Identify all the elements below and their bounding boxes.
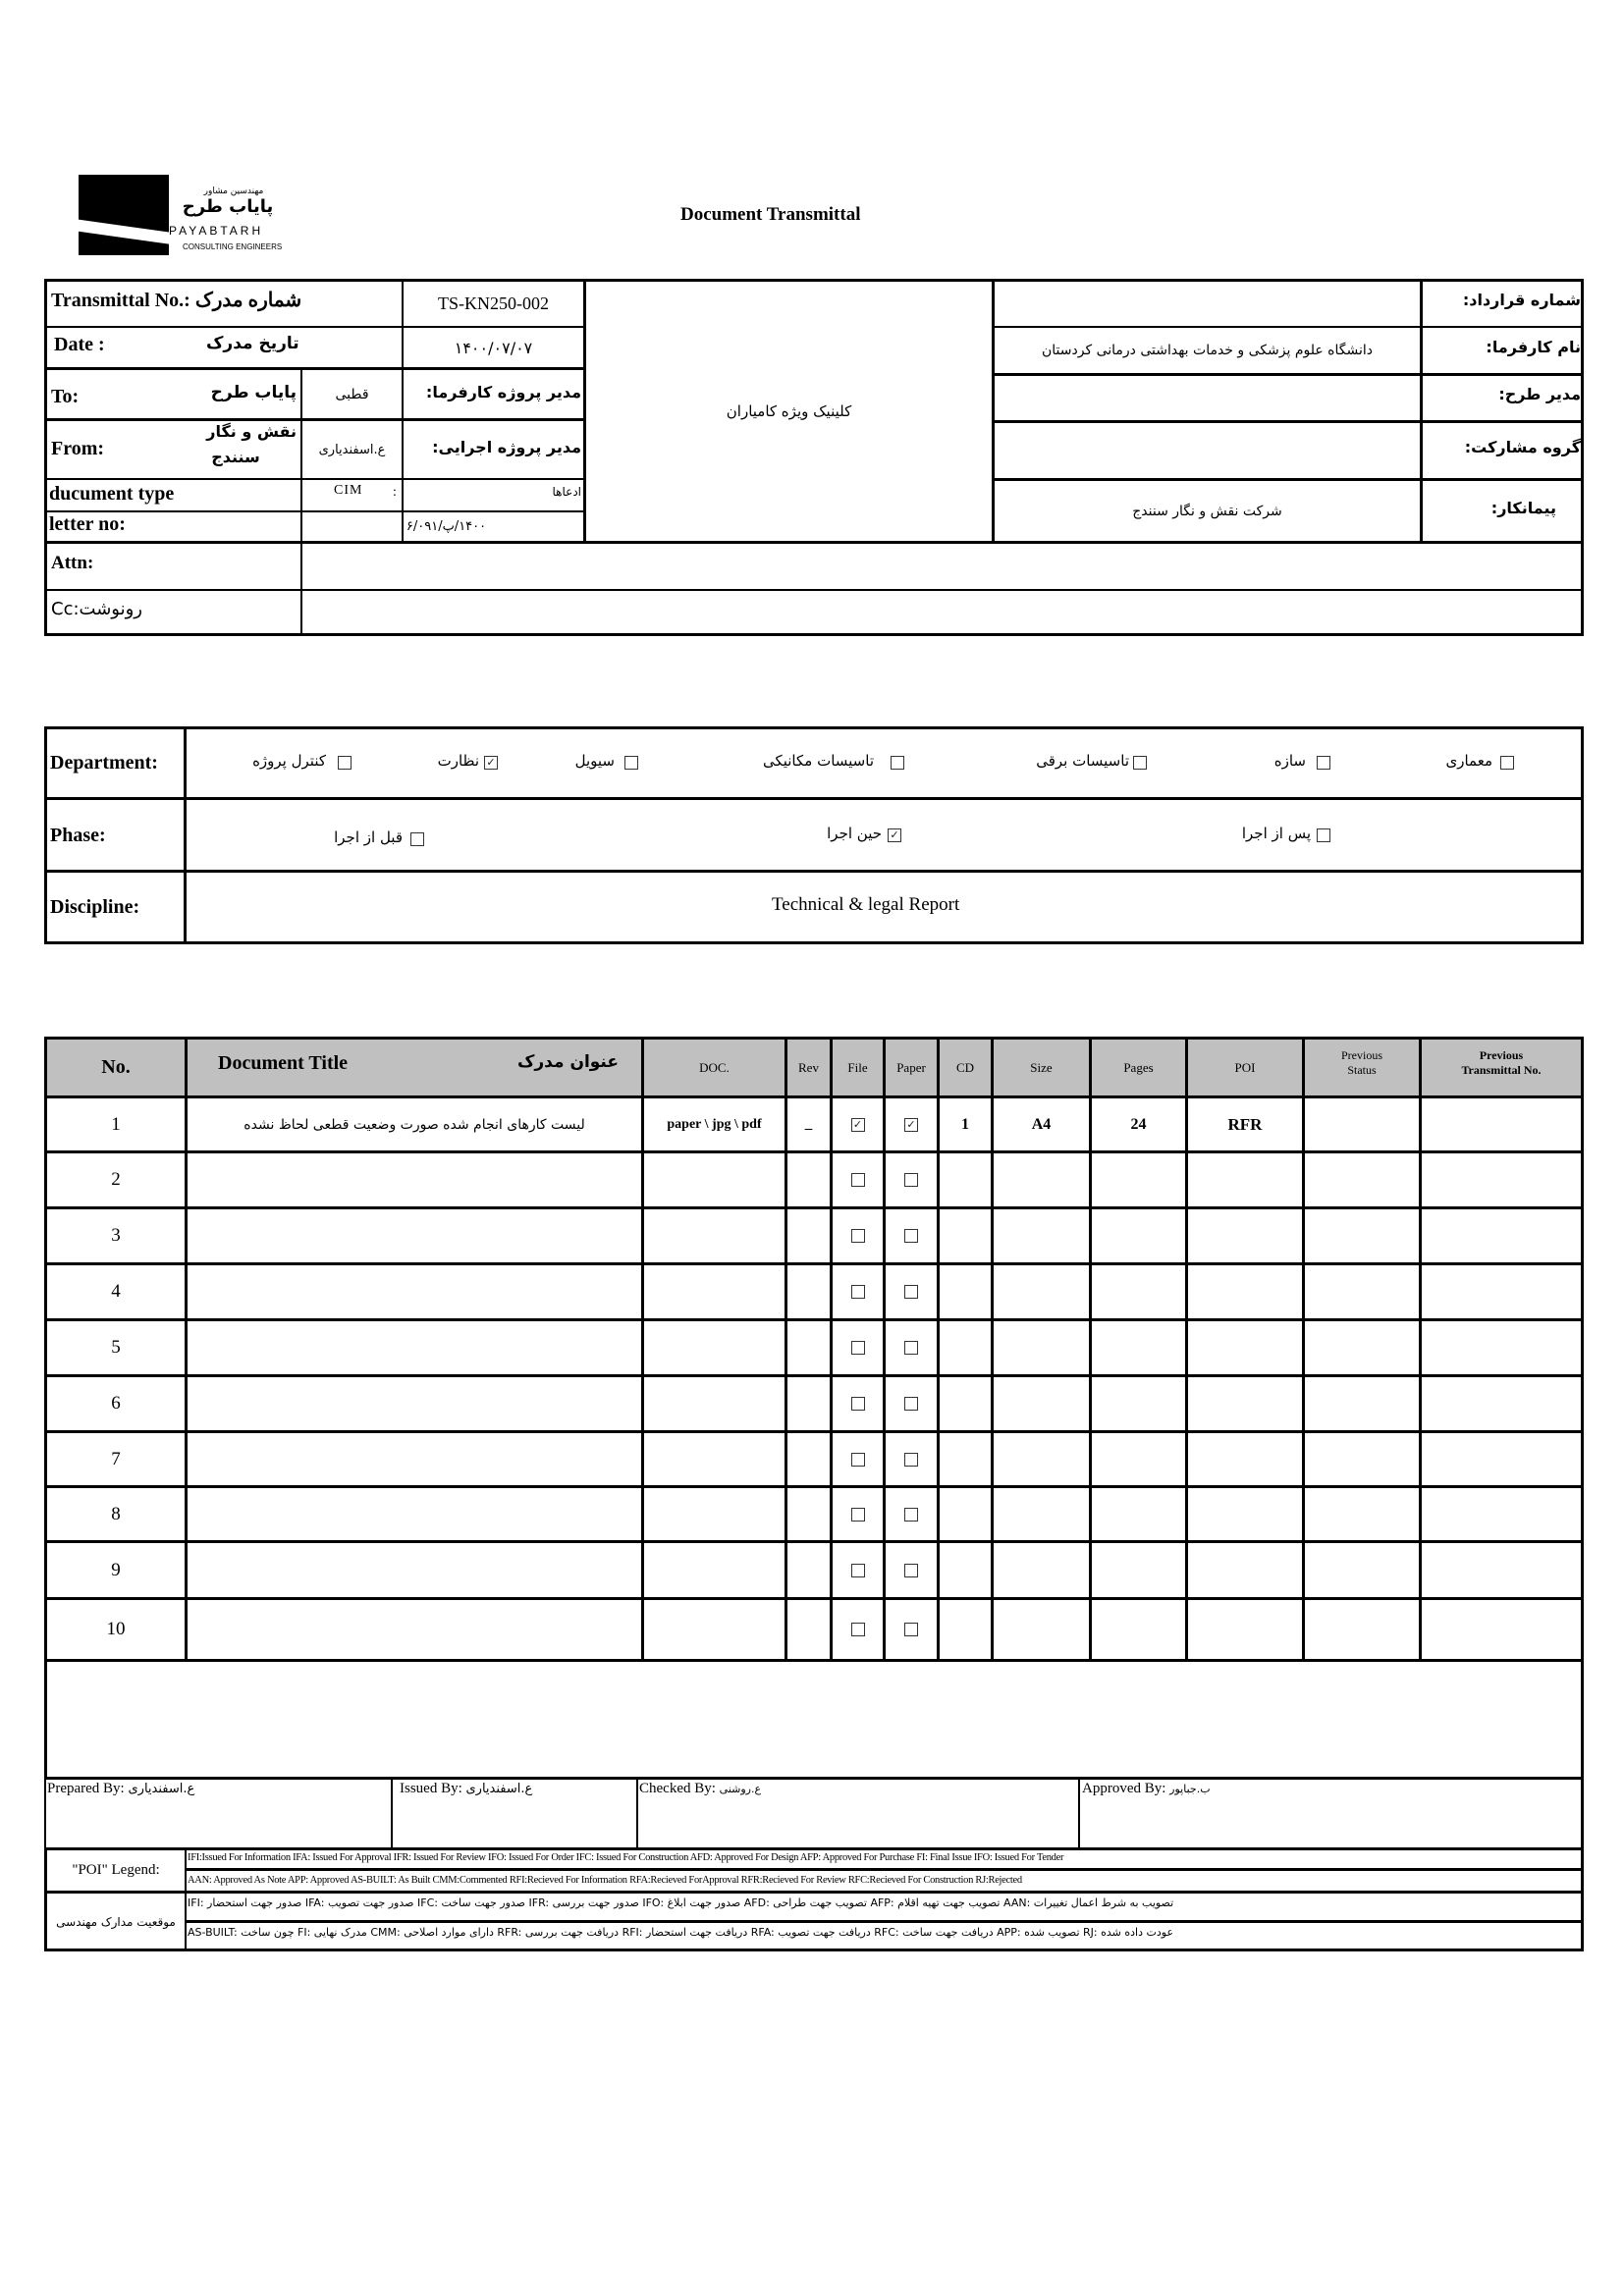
cell-no: 8 [111, 1503, 121, 1524]
cell-prev-trans[interactable] [1422, 1377, 1581, 1430]
cell-paper [886, 1098, 937, 1150]
cell-pages[interactable] [1092, 1209, 1185, 1262]
cell-cd[interactable] [940, 1433, 991, 1485]
doc-type-separator: : [393, 485, 397, 500]
cell-doc[interactable] [644, 1600, 785, 1659]
checkbox-architecture[interactable] [1500, 756, 1514, 770]
cell-title[interactable] [188, 1600, 641, 1659]
logo-persian-subtitle: مهندسین مشاور [203, 187, 264, 196]
cell-poi[interactable]: RFR [1227, 1114, 1263, 1134]
cell-poi[interactable] [1188, 1543, 1302, 1597]
cell-poi[interactable] [1188, 1377, 1302, 1430]
cell-pages[interactable] [1092, 1377, 1185, 1430]
contract-no-value [995, 281, 1420, 326]
cell-title[interactable] [188, 1543, 641, 1597]
discipline-value: Technical & legal Report [772, 894, 960, 915]
cell-cd[interactable] [940, 1153, 991, 1206]
cell-rev[interactable] [787, 1265, 830, 1318]
approved-by-value: ب.جباپور [1169, 1783, 1211, 1795]
col-header-title-en: Document Title [218, 1052, 349, 1074]
cell-size[interactable] [994, 1433, 1089, 1485]
cell-prev-trans[interactable] [1422, 1265, 1581, 1318]
engineering-status-line1: IFI: صدور جهت استحضار IFA: صدور جهت تصویب IFC: صدور جهت ساخت IFR: صدور جهت بررسی IFO: صدور جهت ابلاغ AFD: تصویب جهت طراحی AFP: تصویب جهت تهیه اقلام AAN: تصویب به شرط اعمال تغییرات [188, 1896, 1174, 1909]
to-label: To: [51, 386, 80, 407]
cell-prev-trans[interactable] [1422, 1600, 1581, 1659]
cell-poi[interactable] [1188, 1209, 1302, 1262]
cell-cd[interactable] [940, 1265, 991, 1318]
cell-cd[interactable] [940, 1488, 991, 1540]
paper-checkbox[interactable] [904, 1173, 918, 1187]
approved-by [1082, 1781, 1211, 1797]
paper-checkbox[interactable] [904, 1229, 918, 1243]
col-header-prev-status [1305, 1048, 1419, 1078]
cell-title[interactable]: لیست کارهای انجام شده صورت وضعیت قطعی لحاظ نشده [244, 1116, 585, 1133]
phase-label-during-execution: حین اجرا [827, 825, 882, 842]
cell-paper [886, 1600, 937, 1659]
engineering-status-line2: AS-BUILT: چون ساخت FI: مدرک نهایی CMM: دارای موارد اصلاحی RFR: دریافت جهت بررسی RFI: دریافت جهت استحضار RFA: دریافت جهت تصویب RFC: دریافت جهت ساخت APP: تصویب شده RJ: عودت داده شده [188, 1926, 1174, 1939]
poi-legend-line2: AAN: Approved As Note APP: Approved AS-BUILT: As Built CMM:Commented RFI:Recieved For Information RFA:Recieved ForApproval RFR:Recieved For Review RFC:Recieved For Construction RJ:Rejected [188, 1875, 1022, 1886]
cell-size[interactable] [994, 1209, 1089, 1262]
cell-file [833, 1488, 883, 1540]
client-pm-value: قطبی [335, 386, 369, 402]
logo-persian-name: پایاب طرح [182, 196, 274, 217]
cell-size[interactable] [994, 1488, 1089, 1540]
phase-label-pre-execution: قبل از اجرا [334, 828, 403, 846]
cell-no: 10 [106, 1619, 126, 1639]
checkbox-civil[interactable] [624, 756, 638, 770]
cell-pages[interactable] [1092, 1321, 1185, 1374]
contractor-value: شرکت نقش و نگار سنندج [1132, 503, 1282, 519]
cell-doc[interactable] [644, 1153, 785, 1206]
cell-prev-trans[interactable] [1422, 1543, 1581, 1597]
cell-size[interactable] [994, 1153, 1089, 1206]
cell-size[interactable]: A4 [1031, 1115, 1052, 1133]
col-header-doc: DOC. [699, 1059, 730, 1075]
checkbox-during-execution[interactable]: ✓ [888, 828, 901, 842]
cell-no: 7 [111, 1448, 121, 1469]
cell-poi[interactable] [1188, 1433, 1302, 1485]
checkbox-supervision[interactable]: ✓ [484, 756, 498, 770]
cell-doc[interactable] [644, 1543, 785, 1597]
checkbox-project-control[interactable] [338, 756, 352, 770]
department-label: Department: [50, 752, 158, 774]
cell-file [833, 1209, 883, 1262]
cell-pages[interactable] [1092, 1433, 1185, 1485]
cell-size[interactable] [994, 1321, 1089, 1374]
cell-poi[interactable] [1188, 1321, 1302, 1374]
cell-rev[interactable] [787, 1153, 830, 1206]
col-header-no: No. [101, 1056, 131, 1078]
cell-prev-trans[interactable] [1422, 1153, 1581, 1206]
cell-title[interactable] [188, 1433, 641, 1485]
department-label-structure: سازه [1273, 752, 1306, 770]
paper-checkbox[interactable] [904, 1285, 918, 1299]
paper-checkbox[interactable]: ✓ [904, 1118, 918, 1132]
department-label-supervision: نظارت [437, 752, 479, 770]
cell-prev-status[interactable] [1305, 1600, 1419, 1659]
cell-cd[interactable] [940, 1321, 991, 1374]
transmittal-no-value: TS-KN250-002 [438, 293, 549, 313]
paper-checkbox[interactable] [904, 1341, 918, 1355]
cell-prev-status[interactable] [1305, 1377, 1419, 1430]
employer-value: دانشگاه علوم پزشکی و خدمات بهداشتی درمانی کردستان [1042, 343, 1374, 358]
col-header-file: File [847, 1059, 868, 1075]
discipline-label: Discipline: [50, 896, 140, 918]
partnership-value [995, 423, 1420, 478]
plan-manager-label: مدیر طرح: [1498, 385, 1581, 403]
cell-paper [886, 1265, 937, 1318]
file-checkbox[interactable] [851, 1229, 865, 1243]
attn-field[interactable] [302, 544, 1581, 589]
cell-title[interactable] [188, 1265, 641, 1318]
col-header-title-fa: عنوان مدرک [516, 1052, 619, 1072]
cell-prev-status[interactable] [1305, 1488, 1419, 1540]
cell-pages[interactable] [1092, 1600, 1185, 1659]
logo-mark-icon [79, 175, 169, 255]
paper-checkbox[interactable] [904, 1508, 918, 1522]
cell-pages[interactable] [1092, 1153, 1185, 1206]
prepared-by-label: Prepared By: [47, 1781, 125, 1796]
cell-pages[interactable] [1092, 1543, 1185, 1597]
checked-by-value: ع.روشنی [719, 1783, 762, 1795]
cell-file [833, 1543, 883, 1597]
cell-prev-status[interactable] [1305, 1153, 1419, 1206]
cell-size[interactable] [994, 1265, 1089, 1318]
cell-no: 1 [111, 1113, 121, 1135]
cell-no: 4 [111, 1281, 121, 1302]
col-header-prev-trans-line1: Previous [1479, 1048, 1524, 1062]
cell-title[interactable] [188, 1153, 641, 1206]
cell-title[interactable] [188, 1321, 641, 1374]
col-header-paper: Paper [896, 1059, 926, 1075]
file-checkbox[interactable] [851, 1623, 865, 1636]
department-label-project-control: کنترل پروژه [252, 752, 326, 770]
cell-rev[interactable] [787, 1377, 830, 1430]
checkbox-mechanical[interactable] [891, 756, 904, 770]
cell-doc[interactable]: paper \ jpg \ pdf [667, 1116, 762, 1132]
cell-title[interactable] [188, 1209, 641, 1262]
cell-size[interactable] [994, 1543, 1089, 1597]
department-label-architecture: معماری [1445, 752, 1492, 770]
date-label-fa: تاریخ مدرک [206, 334, 299, 353]
cell-rev[interactable] [787, 1600, 830, 1659]
cell-no: 2 [111, 1169, 121, 1190]
poi-legend-label: "POI" Legend: [72, 1862, 160, 1878]
cell-poi[interactable] [1188, 1153, 1302, 1206]
cell-paper [886, 1209, 937, 1262]
cell-cd[interactable] [940, 1600, 991, 1659]
col-header-poi: POI [1234, 1059, 1256, 1075]
cell-prev-status[interactable] [1305, 1433, 1419, 1485]
page-title: Document Transmittal [680, 204, 861, 225]
cell-pages[interactable] [1092, 1265, 1185, 1318]
client-pm-label: مدیر پروژه کارفرما: [425, 383, 581, 401]
cell-prev-status[interactable] [1305, 1098, 1419, 1150]
cell-prev-status[interactable] [1305, 1543, 1419, 1597]
partnership-label: گروه مشارکت: [1464, 438, 1581, 456]
col-header-prev-status-line1: Previous [1341, 1048, 1382, 1062]
exec-pm-label: مدیر پروژه اجرایی: [432, 438, 581, 456]
cell-paper [886, 1153, 937, 1206]
cell-size[interactable] [994, 1377, 1089, 1430]
file-checkbox[interactable] [851, 1173, 865, 1187]
employer-label: نام کارفرما: [1486, 338, 1581, 356]
file-checkbox[interactable] [851, 1285, 865, 1299]
cell-prev-status[interactable] [1305, 1321, 1419, 1374]
cell-doc[interactable] [644, 1209, 785, 1262]
cell-no: 6 [111, 1393, 121, 1414]
cell-size[interactable] [994, 1600, 1089, 1659]
file-checkbox[interactable] [851, 1564, 865, 1577]
cell-prev-trans[interactable] [1422, 1209, 1581, 1262]
cell-rev[interactable]: _ [804, 1116, 813, 1132]
file-checkbox[interactable] [851, 1508, 865, 1522]
cell-prev-trans[interactable] [1422, 1433, 1581, 1485]
cell-file [833, 1321, 883, 1374]
transmittal-no-label: Transmittal No.: شماره مدرک [51, 290, 302, 311]
checkbox-structure[interactable] [1317, 756, 1330, 770]
cell-title[interactable] [188, 1377, 641, 1430]
cell-paper [886, 1433, 937, 1485]
paper-checkbox[interactable] [904, 1564, 918, 1577]
cell-rev[interactable] [787, 1209, 830, 1262]
cell-doc[interactable] [644, 1433, 785, 1485]
department-label-mechanical: تاسیسات مکانیکی [762, 752, 874, 770]
department-label-civil: سیویل [574, 752, 615, 770]
remarks-area[interactable] [47, 1662, 1581, 1777]
cell-prev-trans[interactable] [1422, 1321, 1581, 1374]
cell-pages[interactable] [1092, 1488, 1185, 1540]
from-label: From: [51, 438, 105, 459]
paper-checkbox[interactable] [904, 1397, 918, 1411]
cc-field[interactable] [302, 591, 1581, 634]
col-header-prev-trans-line2: Transmittal No. [1461, 1063, 1542, 1077]
prepared-by-value: ع.اسفندیاری [128, 1782, 195, 1796]
plan-manager-value [995, 376, 1420, 420]
cell-prev-trans[interactable] [1422, 1098, 1581, 1150]
cell-cd[interactable] [940, 1377, 991, 1430]
contractor-label: پیمانکار: [1490, 499, 1556, 517]
issued-by [400, 1781, 532, 1797]
cell-doc[interactable] [644, 1377, 785, 1430]
attn-label: Attn: [51, 553, 94, 573]
cell-file [833, 1153, 883, 1206]
col-header-pages: Pages [1123, 1059, 1154, 1075]
checked-by [639, 1781, 761, 1797]
cell-doc[interactable] [644, 1265, 785, 1318]
cell-paper [886, 1377, 937, 1430]
logo-tagline: CONSULTING ENGINEERS [183, 242, 283, 251]
cell-prev-trans[interactable] [1422, 1488, 1581, 1540]
checked-by-label: Checked By: [639, 1781, 716, 1796]
exec-pm-value: ع.اسفندیاری [318, 442, 386, 457]
cell-no: 3 [111, 1225, 121, 1246]
cell-rev[interactable] [787, 1543, 830, 1597]
doc-type-fa: ادعاها [552, 485, 581, 499]
cell-paper [886, 1543, 937, 1597]
col-header-size: Size [1030, 1059, 1053, 1075]
file-checkbox[interactable] [851, 1453, 865, 1467]
cc-label: Cc:رونوشت [51, 599, 142, 619]
project-name: کلینیک ویژه کامیاران [726, 401, 852, 420]
checkbox-electrical[interactable] [1133, 756, 1147, 770]
cell-rev[interactable] [787, 1321, 830, 1374]
issued-by-value: ع.اسفندیاری [465, 1782, 533, 1796]
cell-cd[interactable] [940, 1209, 991, 1262]
col-header-cd: CD [955, 1059, 975, 1075]
date-value: ۱۴۰۰/۰۷/۰۷ [454, 338, 533, 357]
phase-label: Phase: [50, 825, 106, 846]
file-checkbox[interactable]: ✓ [851, 1118, 865, 1132]
checkbox-post-execution[interactable] [1317, 828, 1330, 842]
checkbox-pre-execution[interactable] [410, 832, 424, 846]
cell-poi[interactable] [1188, 1265, 1302, 1318]
letter-no-label: letter no: [49, 513, 126, 535]
cell-pages[interactable]: 24 [1130, 1115, 1147, 1133]
paper-checkbox[interactable] [904, 1453, 918, 1467]
paper-checkbox[interactable] [904, 1623, 918, 1636]
department-label-electrical: تاسیسات برقی [1036, 752, 1129, 770]
date-label: Date : [54, 334, 105, 355]
cell-no: 5 [111, 1337, 121, 1358]
cell-no: 9 [111, 1559, 121, 1580]
cell-file [833, 1377, 883, 1430]
contract-no-label: شماره قرارداد: [1462, 291, 1581, 309]
file-checkbox[interactable] [851, 1341, 865, 1355]
from-value-line1: نقش و نگار [206, 422, 297, 441]
doc-type-value: CIM [334, 483, 363, 498]
cell-file [833, 1098, 883, 1150]
cell-rev[interactable] [787, 1488, 830, 1540]
issued-by-label: Issued By: [400, 1781, 462, 1796]
cell-file [833, 1600, 883, 1659]
poi-legend-line1: IFI:Issued For Information IFA: Issued For Approval IFR: Issued For Review IFO: Issued For Order IFC: Issued For Construction AFD: Approved For Design AFP: Approved For Purchase FI: Final Issue IFO: Issued For Tender [188, 1852, 1064, 1863]
cell-title[interactable] [188, 1488, 641, 1540]
cell-poi[interactable] [1188, 1600, 1302, 1659]
cell-file [833, 1433, 883, 1485]
phase-label-post-execution: پس از اجرا [1241, 825, 1311, 842]
file-checkbox[interactable] [851, 1397, 865, 1411]
cell-cd[interactable] [940, 1543, 991, 1597]
cell-doc[interactable] [644, 1321, 785, 1374]
col-header-prev-transmittal [1422, 1048, 1581, 1078]
doc-type-label: ducument type [49, 483, 175, 505]
cell-prev-status[interactable] [1305, 1209, 1419, 1262]
cell-doc[interactable] [644, 1488, 785, 1540]
approved-by-label: Approved By: [1082, 1781, 1166, 1796]
engineering-status-label: موقعیت مدارک مهندسی [56, 1914, 176, 1929]
cell-cd[interactable]: 1 [961, 1115, 969, 1133]
logo-latin-name: PAYABTARH [169, 224, 264, 238]
to-value: پایاب طرح [210, 383, 297, 402]
cell-paper [886, 1321, 937, 1374]
cell-paper [886, 1488, 937, 1540]
cell-file [833, 1265, 883, 1318]
letter-no-value: ۱۴۰۰/پ/۰۶/۰۹۱ [399, 519, 487, 534]
col-header-rev: Rev [798, 1059, 819, 1075]
cell-rev[interactable] [787, 1433, 830, 1485]
cell-prev-status[interactable] [1305, 1265, 1419, 1318]
col-header-prev-status-line2: Status [1347, 1063, 1377, 1077]
prepared-by [47, 1781, 194, 1797]
cell-poi[interactable] [1188, 1488, 1302, 1540]
from-value-line2: سنندج [211, 448, 260, 466]
